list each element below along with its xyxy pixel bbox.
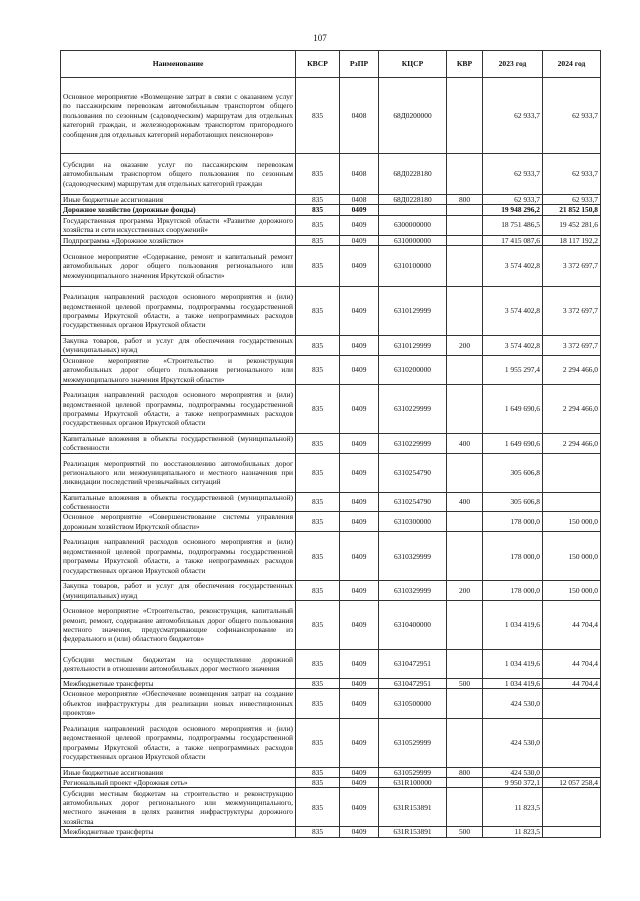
cell-kvsr: 835: [296, 679, 340, 689]
cell-kvsr: 835: [296, 154, 340, 195]
cell-kvr: [447, 689, 483, 718]
cell-kcsr: 6310129999: [379, 286, 447, 335]
cell-name: Реализация направлений расходов основного мероприятия и (или) ведомственной целевой программы, подпрограммы государственной программы Иркутской области, а также непрограммных расходов государственных органов Иркутской области: [61, 718, 296, 767]
cell-kvsr: 835: [296, 235, 340, 245]
table-row: [61, 384, 601, 433]
cell-name: Иные бюджетные ассигнования: [61, 767, 296, 777]
cell-2023: 3 574 402,8: [483, 286, 543, 335]
cell-kvr: 200: [447, 581, 483, 601]
table-row: [61, 581, 601, 601]
table-header-row: [61, 51, 601, 78]
cell-2024: 150 000,0: [543, 512, 601, 532]
cell-2024: 44 704,4: [543, 679, 601, 689]
cell-kvr: [447, 355, 483, 384]
table-row: [61, 78, 601, 154]
cell-2023: 1 034 419,6: [483, 650, 543, 679]
cell-2023: 18 751 486,5: [483, 215, 543, 235]
cell-kvr: 800: [447, 767, 483, 777]
cell-rzpr: 0409: [340, 788, 379, 827]
cell-name: Закупка товаров, работ и услуг для обеспечения государственных (муниципальных) нужд: [61, 581, 296, 601]
cell-2023: 1 955 297,4: [483, 355, 543, 384]
cell-kvr: [447, 601, 483, 650]
cell-rzpr: 0409: [340, 335, 379, 355]
cell-kcsr: 6310400000: [379, 601, 447, 650]
cell-name: Капитальные вложения в объекты государственной (муниципальной) собственности: [61, 492, 296, 512]
cell-2023: 305 606,8: [483, 453, 543, 492]
cell-2024: 2 294 466,0: [543, 384, 601, 433]
cell-kvr: 500: [447, 679, 483, 689]
cell-2024: 44 704,4: [543, 601, 601, 650]
header-kvr: КВР: [447, 51, 483, 78]
cell-kcsr: 6310300000: [379, 512, 447, 532]
cell-rzpr: 0409: [340, 235, 379, 245]
table-row: [61, 453, 601, 492]
cell-kvr: [447, 215, 483, 235]
cell-2023: 11 823,5: [483, 788, 543, 827]
cell-name: Региональный проект «Дорожная сеть»: [61, 777, 296, 787]
cell-kcsr: 6310000000: [379, 235, 447, 245]
cell-2024: 12 057 258,4: [543, 777, 601, 787]
cell-2024: 2 294 466,0: [543, 355, 601, 384]
cell-kcsr: 631R153891: [379, 827, 447, 837]
table-row: [61, 245, 601, 286]
cell-kvsr: 835: [296, 512, 340, 532]
cell-kvsr: 835: [296, 777, 340, 787]
cell-name: Реализация направлений расходов основного мероприятия и (или) ведомственной целевой программы, подпрограммы государственной программы Иркутской области, а также непрограммных расходов государственных органов Иркутской области: [61, 286, 296, 335]
cell-name: Реализация направлений расходов основного мероприятия и (или) ведомственной целевой программы, подпрограммы государственной программы Иркутской области, а также непрограммных расходов государственных органов Иркутской области: [61, 532, 296, 581]
table-row: [61, 154, 601, 195]
cell-2024: 3 372 697,7: [543, 245, 601, 286]
cell-2023: 9 950 372,1: [483, 777, 543, 787]
cell-name: Подпрограмма «Дорожное хозяйство»: [61, 235, 296, 245]
cell-kcsr: 6310254790: [379, 492, 447, 512]
cell-2024: 62 933,7: [543, 154, 601, 195]
cell-2023: 178 000,0: [483, 581, 543, 601]
cell-kcsr: 6310472951: [379, 650, 447, 679]
cell-2024: [543, 788, 601, 827]
cell-kcsr: 631R100000: [379, 777, 447, 787]
cell-name: Основное мероприятие «Обеспечение возмещения затрат на создание объектов инфраструктуры для реализации новых инвестиционных проектов»: [61, 689, 296, 718]
cell-kcsr: 6310129999: [379, 335, 447, 355]
cell-kvr: 400: [447, 433, 483, 453]
cell-kvsr: 835: [296, 532, 340, 581]
cell-kvr: [447, 718, 483, 767]
table-row: [61, 532, 601, 581]
cell-name: Основное мероприятие «Содержание, ремонт и капитальный ремонт автомобильных дорог общего пользования регионального или межмуниципального значения Иркутской области»: [61, 245, 296, 286]
cell-2024: [543, 492, 601, 512]
cell-kvsr: 835: [296, 718, 340, 767]
table-row: [61, 215, 601, 235]
cell-2023: 3 574 402,8: [483, 245, 543, 286]
cell-2023: 1 649 690,6: [483, 384, 543, 433]
cell-kvsr: 835: [296, 827, 340, 837]
cell-kvr: [447, 384, 483, 433]
cell-2024: 62 933,7: [543, 78, 601, 154]
cell-2024: [543, 767, 601, 777]
cell-rzpr: 0409: [340, 286, 379, 335]
cell-kcsr: 6310529999: [379, 767, 447, 777]
cell-rzpr: 0409: [340, 767, 379, 777]
cell-rzpr: 0408: [340, 78, 379, 154]
cell-kvsr: 835: [296, 453, 340, 492]
cell-rzpr: 0409: [340, 384, 379, 433]
cell-kvsr: 835: [296, 286, 340, 335]
cell-rzpr: 0409: [340, 245, 379, 286]
cell-kcsr: 68Д0228180: [379, 154, 447, 195]
cell-2023: 305 606,8: [483, 492, 543, 512]
cell-kvsr: 835: [296, 492, 340, 512]
table-row: [61, 355, 601, 384]
cell-kvsr: 835: [296, 355, 340, 384]
cell-kcsr: 68Д0228180: [379, 195, 447, 205]
cell-kvr: 500: [447, 827, 483, 837]
cell-name: Субсидии местным бюджетам на строительство и реконструкцию автомобильных дорог регионального или межмуниципального, местного значения в целях развития инфраструктуры дорожного хозяйства: [61, 788, 296, 827]
cell-2023: 19 948 296,2: [483, 205, 543, 215]
cell-name: Закупка товаров, работ и услуг для обеспечения государственных (муниципальных) нужд: [61, 335, 296, 355]
table-row: [61, 767, 601, 777]
cell-rzpr: 0409: [340, 532, 379, 581]
cell-2024: [543, 718, 601, 767]
cell-rzpr: 0409: [340, 205, 379, 215]
cell-rzpr: 0409: [340, 355, 379, 384]
cell-kvsr: 835: [296, 689, 340, 718]
table-row: [61, 777, 601, 787]
cell-2023: 62 933,7: [483, 195, 543, 205]
table-row: [61, 650, 601, 679]
cell-2024: 19 452 281,6: [543, 215, 601, 235]
table-row: [61, 235, 601, 245]
cell-kvsr: 835: [296, 384, 340, 433]
table-body: [61, 78, 601, 838]
header-name: Наименование: [61, 51, 296, 78]
cell-kcsr: 6310500000: [379, 689, 447, 718]
cell-2023: 17 415 087,6: [483, 235, 543, 245]
table-row: [61, 492, 601, 512]
cell-name: Основное мероприятие «Строительство и реконструкция автомобильных дорог общего пользования регионального или межмуниципального значения Иркутской области»: [61, 355, 296, 384]
cell-kvr: [447, 788, 483, 827]
cell-kvr: [447, 154, 483, 195]
cell-kvsr: 835: [296, 767, 340, 777]
cell-rzpr: 0409: [340, 777, 379, 787]
cell-2024: [543, 453, 601, 492]
table-row: [61, 286, 601, 335]
cell-name: Государственная программа Иркутской области «Развитие дорожного хозяйства и сети искусственных сооружений»: [61, 215, 296, 235]
header-rzpr: РзПР: [340, 51, 379, 78]
cell-kvsr: 835: [296, 650, 340, 679]
cell-2023: 1 034 419,6: [483, 601, 543, 650]
cell-name: Субсидии местным бюджетам на осуществление дорожной деятельности в отношении автомобильных дорог местного значения: [61, 650, 296, 679]
table-row: [61, 718, 601, 767]
cell-kcsr: 6310472951: [379, 679, 447, 689]
cell-rzpr: 0409: [340, 718, 379, 767]
cell-2024: 150 000,0: [543, 581, 601, 601]
cell-kvr: [447, 205, 483, 215]
page-number: 107: [313, 33, 327, 43]
cell-2023: 1 649 690,6: [483, 433, 543, 453]
cell-name: Основное мероприятие «Совершенствование системы управления дорожным хозяйством Иркутской области»: [61, 512, 296, 532]
table-row: [61, 601, 601, 650]
cell-kvr: [447, 286, 483, 335]
budget-table: [60, 50, 601, 838]
cell-2023: 178 000,0: [483, 512, 543, 532]
cell-2024: [543, 827, 601, 837]
cell-kvsr: 835: [296, 78, 340, 154]
cell-2024: 44 704,4: [543, 650, 601, 679]
cell-rzpr: 0409: [340, 679, 379, 689]
cell-2024: 21 852 150,8: [543, 205, 601, 215]
cell-kcsr: 631R153891: [379, 788, 447, 827]
cell-2023: 62 933,7: [483, 154, 543, 195]
cell-kvsr: 835: [296, 215, 340, 235]
table-row: [61, 195, 601, 205]
cell-kvsr: 835: [296, 788, 340, 827]
cell-2024: 62 933,7: [543, 195, 601, 205]
cell-name: Межбюджетные трансферты: [61, 679, 296, 689]
cell-kcsr: [379, 205, 447, 215]
cell-kvr: [447, 245, 483, 286]
cell-2024: 3 372 697,7: [543, 335, 601, 355]
cell-kvsr: 835: [296, 581, 340, 601]
cell-kvr: [447, 650, 483, 679]
cell-kcsr: 6310329999: [379, 532, 447, 581]
cell-kcsr: 6310200000: [379, 355, 447, 384]
cell-rzpr: 0409: [340, 650, 379, 679]
cell-rzpr: 0409: [340, 433, 379, 453]
cell-kvr: 200: [447, 335, 483, 355]
cell-name: Капитальные вложения в объекты государственной (муниципальной) собственности: [61, 433, 296, 453]
cell-kvr: [447, 78, 483, 154]
cell-name: Межбюджетные трансферты: [61, 827, 296, 837]
cell-kvr: [447, 512, 483, 532]
table-row: [61, 827, 601, 837]
cell-kcsr: 6310229999: [379, 384, 447, 433]
cell-rzpr: 0408: [340, 195, 379, 205]
cell-kvr: 800: [447, 195, 483, 205]
cell-2024: 2 294 466,0: [543, 433, 601, 453]
table-row: [61, 788, 601, 827]
cell-rzpr: 0409: [340, 581, 379, 601]
cell-rzpr: 0409: [340, 689, 379, 718]
cell-name: Основное мероприятие «Возмещение затрат в связи с оказанием услуг по пассажирским перевозкам автомобильным транспортом общего пользования по сезонным (садоводческим) маршрутам для отдельных категорий граждан, и железнодорожным транспортом пригородного сообщения для отдельных категорий неработающих пенсионеров»: [61, 78, 296, 154]
cell-2023: 178 000,0: [483, 532, 543, 581]
cell-kcsr: 6310254790: [379, 453, 447, 492]
cell-rzpr: 0409: [340, 215, 379, 235]
header-2024: 2024 год: [543, 51, 601, 78]
table-row: [61, 335, 601, 355]
cell-name: Субсидии на оказание услуг по пассажирским перевозкам автомобильным транспортом общего пользования по сезонным (садоводческим) маршрутам для отдельных категорий граждан: [61, 154, 296, 195]
cell-kcsr: 6310329999: [379, 581, 447, 601]
table-row: [61, 433, 601, 453]
cell-kvsr: 835: [296, 205, 340, 215]
cell-kvsr: 835: [296, 335, 340, 355]
cell-2024: 3 372 697,7: [543, 286, 601, 335]
cell-rzpr: 0409: [340, 453, 379, 492]
cell-rzpr: 0408: [340, 154, 379, 195]
header-kcsr: КЦСР: [379, 51, 447, 78]
cell-kcsr: 68Д0200000: [379, 78, 447, 154]
cell-2023: 424 530,0: [483, 718, 543, 767]
cell-kcsr: 6310229999: [379, 433, 447, 453]
cell-kvsr: 835: [296, 245, 340, 286]
cell-2024: 150 000,0: [543, 532, 601, 581]
cell-2023: 424 530,0: [483, 767, 543, 777]
cell-name: Иные бюджетные ассигнования: [61, 195, 296, 205]
cell-kvr: [447, 453, 483, 492]
cell-kcsr: 6310529999: [379, 718, 447, 767]
cell-kvsr: 835: [296, 601, 340, 650]
cell-2023: 62 933,7: [483, 78, 543, 154]
cell-name: Реализация мероприятий по восстановлению автомобильных дорог регионального или межмуниципального и местного назначения при ликвидации последствий чрезвычайных ситуаций: [61, 453, 296, 492]
table-row: [61, 679, 601, 689]
cell-name: Основное мероприятие «Строительство, реконструкция, капитальный ремонт, ремонт, содержание автомобильных дорог общего пользования местного значения, предусматривающие софинансирование из федерального и (или) областного бюджетов»: [61, 601, 296, 650]
table-row: [61, 689, 601, 718]
cell-kvsr: 835: [296, 195, 340, 205]
cell-kvr: [447, 235, 483, 245]
cell-2023: 1 034 419,6: [483, 679, 543, 689]
cell-kvr: 400: [447, 492, 483, 512]
header-2023: 2023 год: [483, 51, 543, 78]
cell-2023: 3 574 402,8: [483, 335, 543, 355]
cell-kcsr: 6310100000: [379, 245, 447, 286]
cell-kcsr: 6300000000: [379, 215, 447, 235]
cell-name: Дорожное хозяйство (дорожные фонды): [61, 205, 296, 215]
cell-rzpr: 0409: [340, 601, 379, 650]
cell-2023: 11 823,5: [483, 827, 543, 837]
cell-kvr: [447, 777, 483, 787]
cell-kvsr: 835: [296, 433, 340, 453]
cell-rzpr: 0409: [340, 827, 379, 837]
cell-kvr: [447, 532, 483, 581]
table-row: [61, 512, 601, 532]
cell-rzpr: 0409: [340, 512, 379, 532]
cell-name: Реализация направлений расходов основного мероприятия и (или) ведомственной целевой программы, подпрограммы государственной программы Иркутской области, а также непрограммных расходов государственных органов Иркутской области: [61, 384, 296, 433]
cell-2024: 18 117 192,2: [543, 235, 601, 245]
cell-rzpr: 0409: [340, 492, 379, 512]
cell-2023: 424 530,0: [483, 689, 543, 718]
cell-2024: [543, 689, 601, 718]
table-row: [61, 205, 601, 215]
header-kvsr: КВСР: [296, 51, 340, 78]
